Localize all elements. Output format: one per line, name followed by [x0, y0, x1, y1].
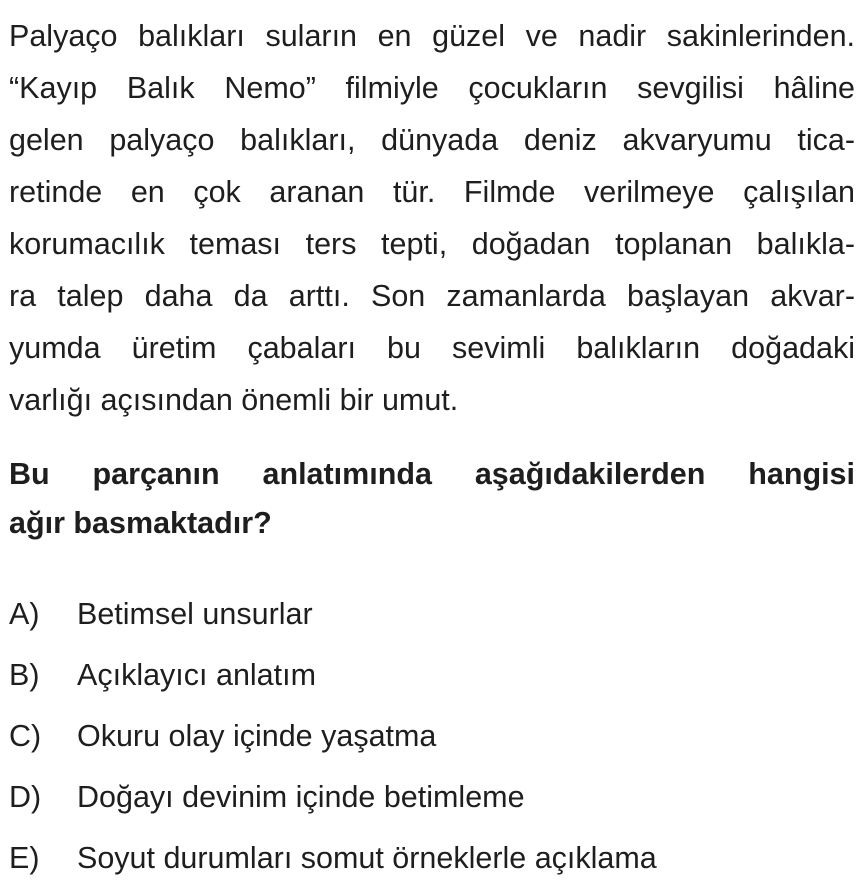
option-text: Açıklayıcı anlatım — [77, 658, 316, 692]
question-line: ağır basmaktadır? — [9, 506, 272, 540]
option-b[interactable] — [9, 645, 855, 706]
passage-line: yumda üretim çabaları bu sevimli balıkların doğadaki — [9, 331, 855, 365]
option-text: Soyut durumları somut örneklerle açıklama — [77, 841, 657, 875]
option-text: Okuru olay içinde yaşatma — [77, 719, 437, 753]
option-letter: E) — [9, 841, 40, 875]
reading-passage — [9, 10, 855, 426]
option-letter: D) — [9, 780, 42, 814]
passage-line: “Kayıp Balık Nemo” filmiyle çocukların sevgilisi hâline — [9, 71, 855, 105]
passage-line: gelen palyaço balıkları, dünyada deniz akvaryumu tica- — [9, 123, 855, 157]
option-d[interactable] — [9, 767, 855, 828]
passage-line: korumacılık teması ters tepti, doğadan toplanan balıkla- — [9, 227, 855, 261]
passage-line: retinde en çok aranan tür. Filmde verilmeye çalışılan — [9, 175, 855, 209]
option-c[interactable] — [9, 706, 855, 767]
question-line: Bu parçanın anlatımında aşağıdakilerden hangisi — [9, 457, 855, 491]
option-letter: B) — [9, 658, 40, 692]
option-e[interactable] — [9, 828, 855, 889]
passage-line: Palyaço balıkları suların en güzel ve nadir sakinlerinden. — [9, 19, 855, 53]
option-letter: C) — [9, 719, 42, 753]
option-text: Doğayı devinim içinde betimleme — [77, 780, 525, 814]
passage-line: ra talep daha da arttı. Son zamanlarda başlayan akvar- — [9, 279, 855, 313]
option-text: Betimsel unsurlar — [77, 597, 313, 631]
question-page — [9, 10, 855, 889]
answer-options — [9, 584, 855, 889]
question-stem — [9, 450, 855, 548]
option-letter: A) — [9, 597, 40, 631]
option-a[interactable] — [9, 584, 855, 645]
passage-line: varlığı açısından önemli bir umut. — [9, 383, 459, 417]
